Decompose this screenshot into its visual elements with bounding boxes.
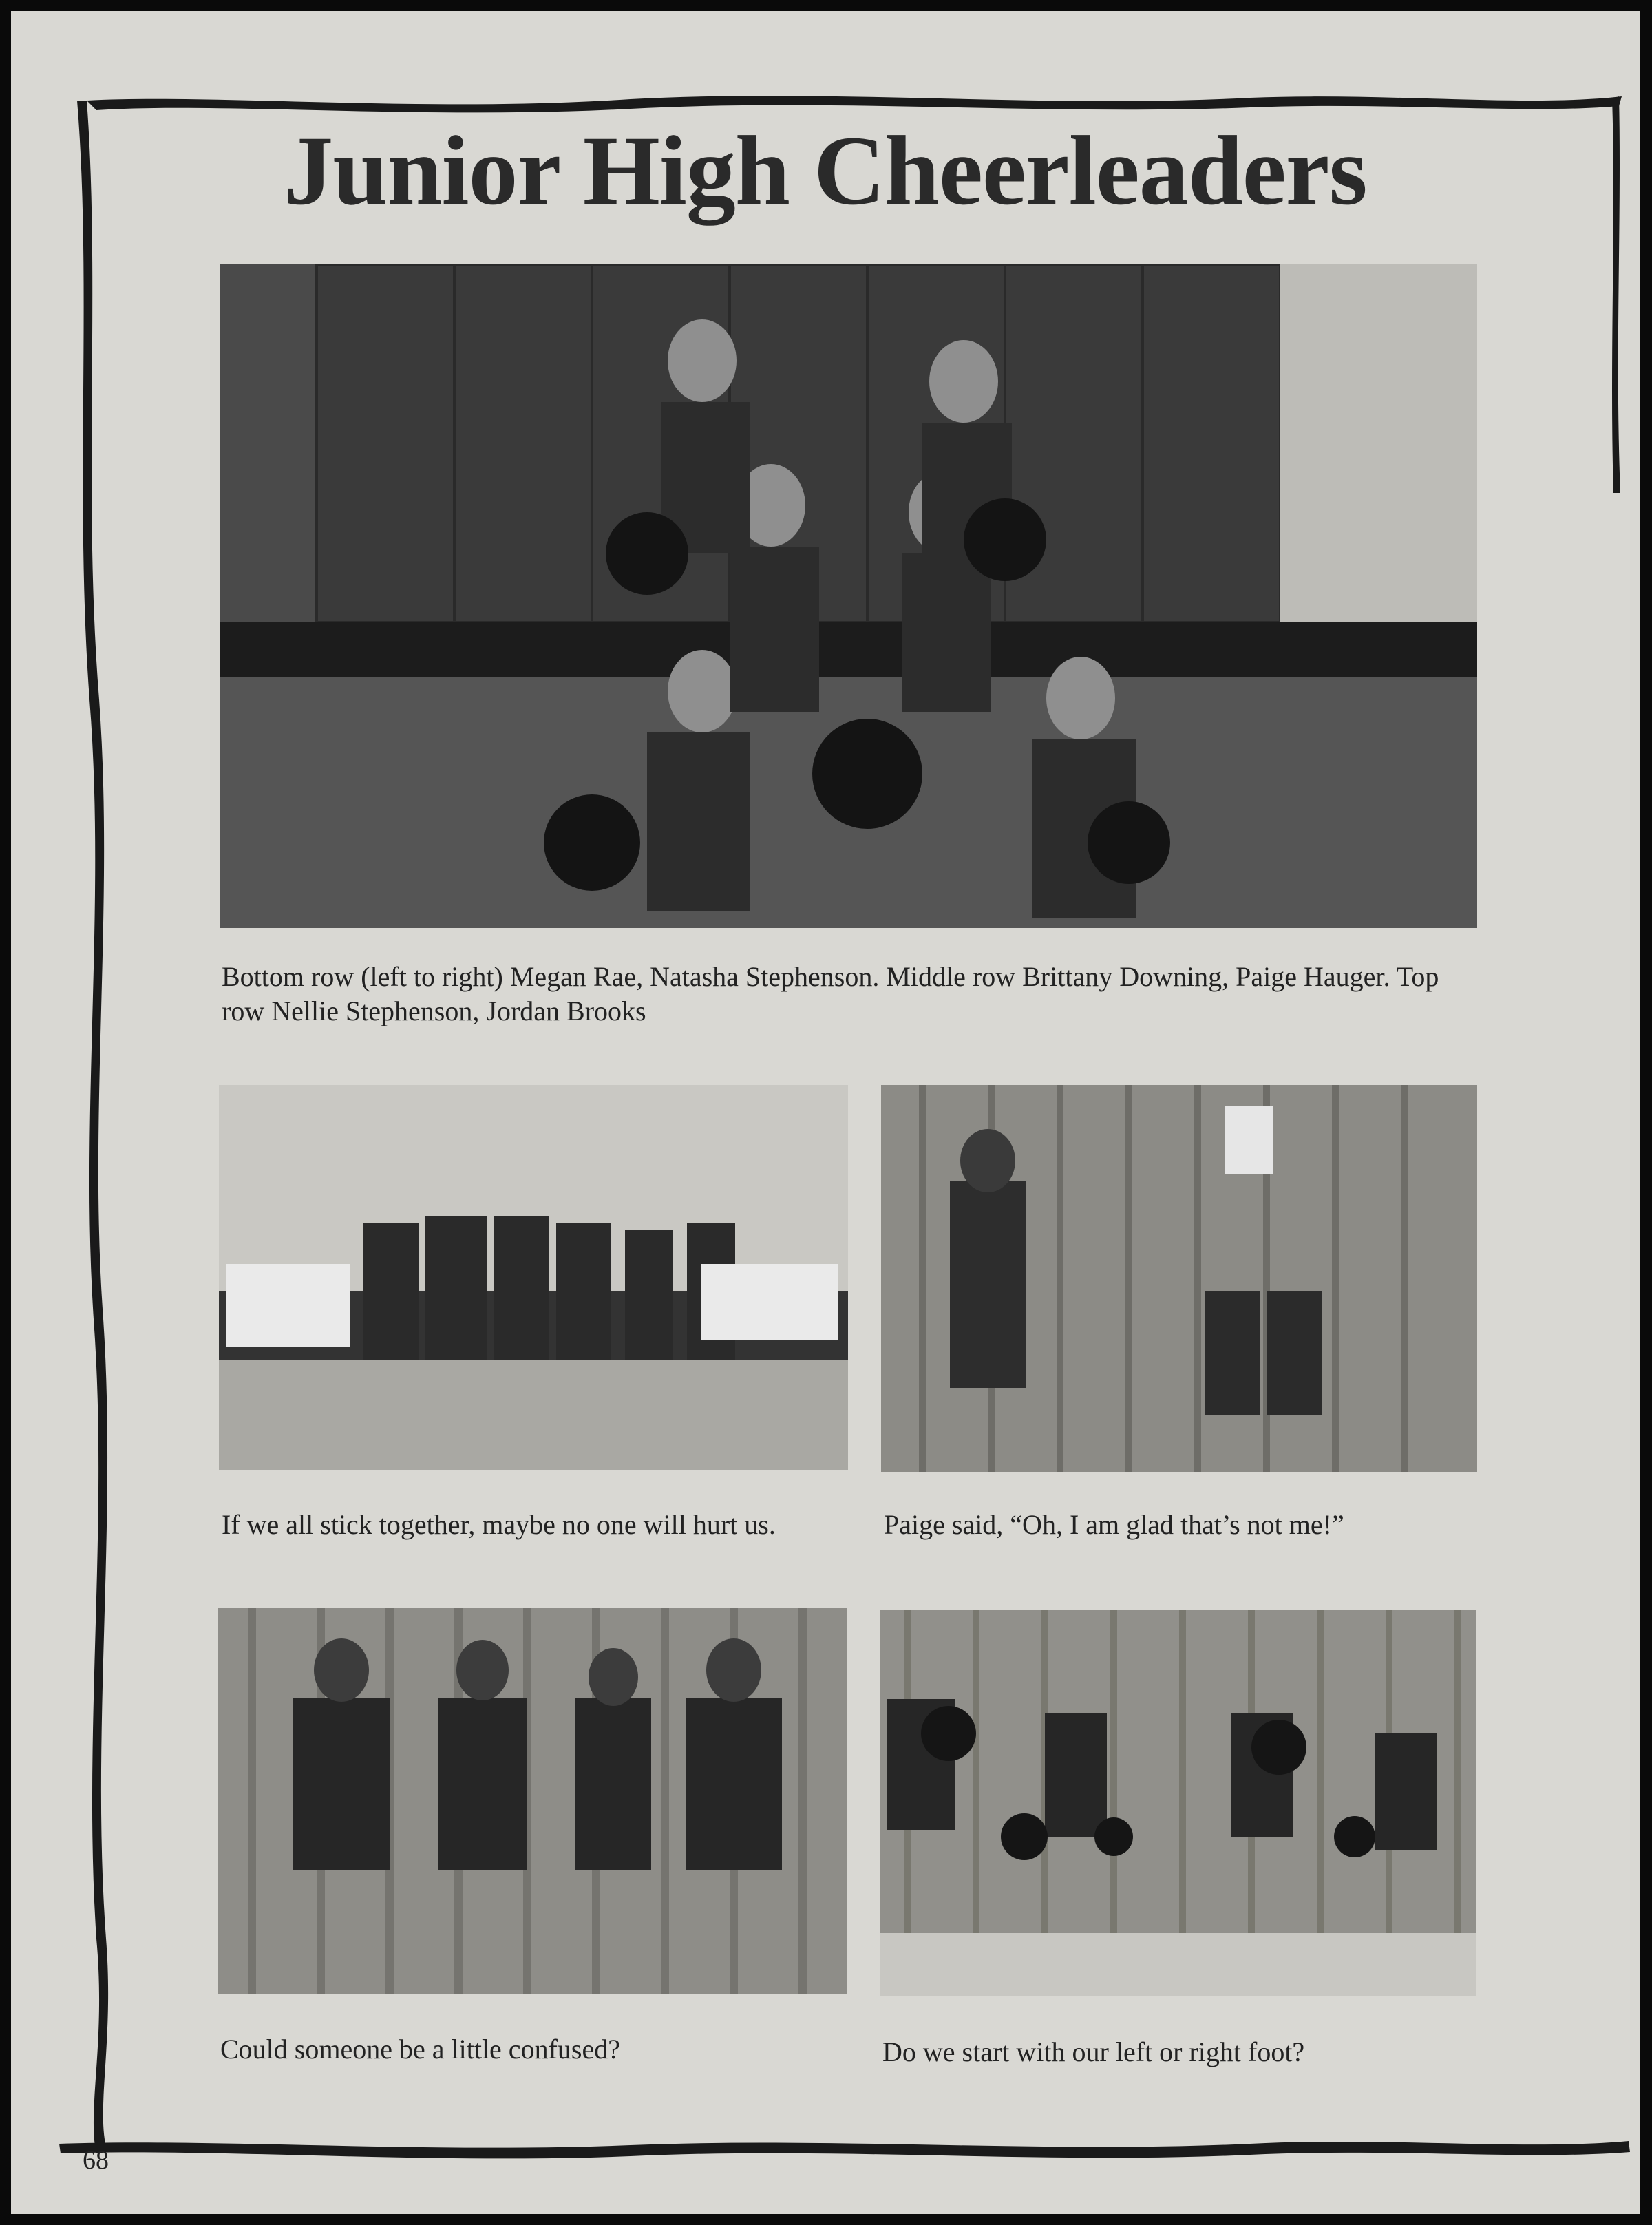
lineup-photo-caption: If we all stick together, maybe no one will hurt us. xyxy=(222,1509,776,1540)
stage-pompoms-photo-caption: Do we start with our left or right foot? xyxy=(882,2036,1305,2067)
lineup-photo xyxy=(219,1085,848,1470)
stunt-photo-caption: Paige said, “Oh, I am glad that’s not me!” xyxy=(884,1509,1344,1540)
stunt-photo xyxy=(881,1085,1477,1472)
stage-four-photo-image xyxy=(218,1608,847,1994)
stage-pompoms-photo-image xyxy=(880,1610,1476,1996)
page-title: Junior High Cheerleaders xyxy=(284,116,1367,226)
team-photo-caption: Bottom row (left to right) Megan Rae, Natasha Stephenson. Middle row Brittany Downing, Paige Hauger. Top row Nellie Stephenson, Jordan Brooks xyxy=(222,961,1439,1026)
team-photo xyxy=(220,264,1477,928)
stage-pompoms-photo xyxy=(880,1610,1476,1996)
page-number: 68 xyxy=(83,2146,109,2175)
stunt-photo-image xyxy=(881,1085,1477,1472)
stage-four-photo xyxy=(218,1608,847,1994)
stage-four-photo-caption: Could someone be a little confused? xyxy=(220,2034,620,2065)
lineup-photo-image xyxy=(219,1085,848,1470)
team-photo-image xyxy=(220,264,1477,928)
yearbook-page xyxy=(11,11,1640,2214)
